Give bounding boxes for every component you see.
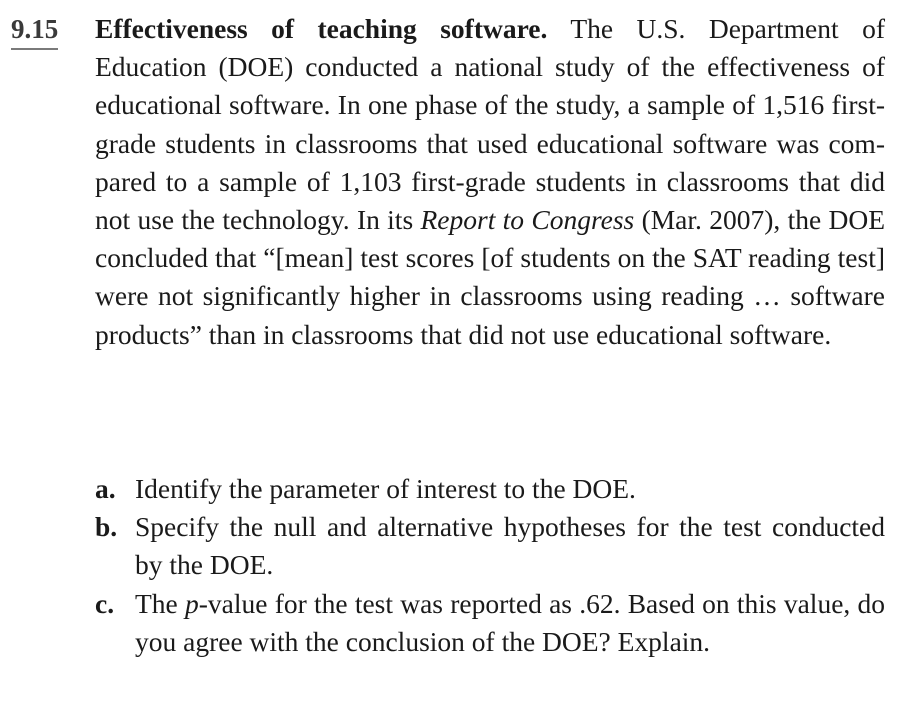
question-text-part: -value for the test was reported as .62. Based on this value, do you agree with the conclusion of the DOE? Explain. [135, 587, 886, 657]
question-label: c. [95, 587, 115, 619]
p-value-symbol: p [185, 587, 199, 619]
question-b [95, 508, 885, 584]
question-text-part: The [135, 587, 185, 619]
exercise-number: 9.15 [11, 10, 58, 50]
exercise-body [95, 10, 885, 354]
question-text-part: Identify the parameter of interest to the DOE. [135, 473, 636, 504]
question-text [135, 470, 885, 508]
question-a [95, 470, 885, 508]
question-text [135, 585, 885, 661]
exercise-title: Effectiveness of teaching software. [95, 13, 548, 44]
question-text [135, 508, 885, 584]
question-label: a. [95, 473, 116, 504]
exercise-text-part1: The U.S. Department of Education (DOE) conducted a national study of the effectiveness of educational software. In one phase of the study, a sample of 1,516 first-grade students in classrooms that used educational software was compared to a sample of 1,103 first-grade students in classrooms that did not use the technology. In its [95, 13, 885, 236]
question-text-part: Specify the null and alternative hypotheses for the test conducted by the DOE. [135, 511, 885, 581]
question-label: b. [95, 511, 118, 543]
question-c [95, 585, 885, 661]
exercise-text-part2: (Mar. 2007), the DOE concluded that “[mean] test scores [of students on the SAT reading test] were not significantly higher in classrooms using reading … software products” than in classrooms that did not use educational software. [95, 204, 885, 350]
sub-questions [95, 470, 885, 661]
report-title: Report to Congress [420, 204, 635, 236]
